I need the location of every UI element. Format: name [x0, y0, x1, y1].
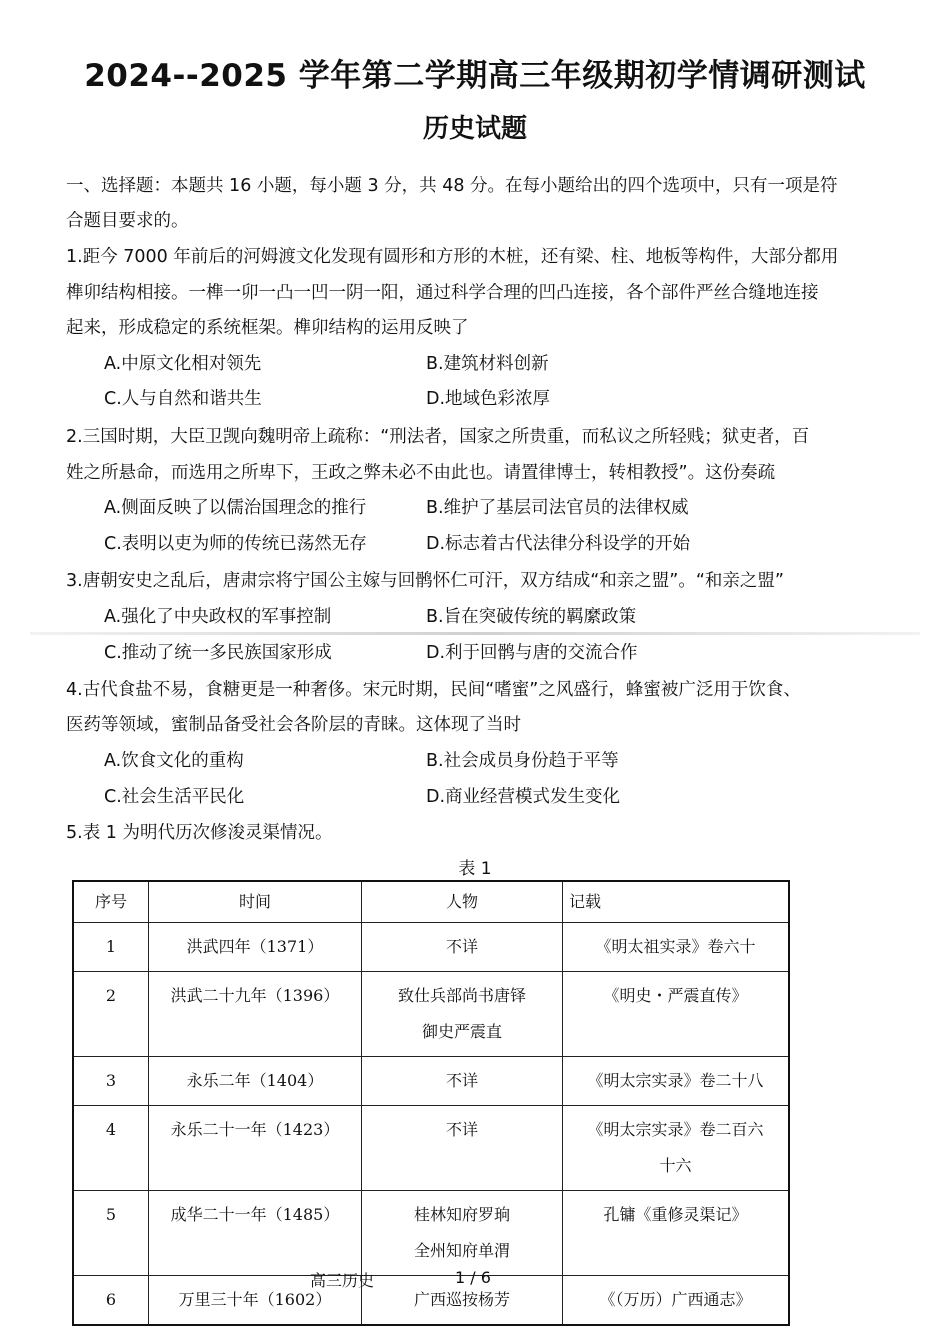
question-2-option-a: A.侧面反映了以儒治国理念的推行	[104, 498, 367, 518]
table-cell: 永乐二十一年（1423）	[149, 1106, 362, 1191]
table-cell: 致仕兵部尚书唐铎 御史严震直	[362, 972, 563, 1057]
question-1-text: 1.距今 7000 年前后的河姆渡文化发现有圆形和方形的木桩，还有梁、柱、地板等构件，大部分都用	[66, 247, 839, 267]
table-row	[73, 1106, 789, 1191]
table-row	[73, 1057, 789, 1106]
table-cell: 孔镛《重修灵渠记》	[563, 1191, 790, 1276]
question-4-option-b: B.社会成员身份趋于平等	[426, 751, 619, 771]
question-1-option-b: B.建筑材料创新	[426, 354, 549, 374]
question-4-option-d: D.商业经营模式发生变化	[426, 787, 621, 807]
question-3-text: 3.唐朝安史之乱后，唐肃宗将宁国公主嫁与回鹘怀仁可汗，双方结成“和亲之盟”。“和亲之盟”	[66, 571, 784, 591]
question-2-text: 2.三国时期，大臣卫觊向魏明帝上疏称：“刑法者，国家之所贵重，而私议之所轻贱；狱吏者，百	[66, 427, 810, 447]
history-table	[72, 880, 790, 1326]
question-4-option-a: A.饮食文化的重构	[104, 751, 244, 771]
table-cell: 《明太宗实录》卷二十八	[563, 1057, 790, 1106]
table-cell: 2	[73, 972, 149, 1057]
table-cell: 万里三十年（1602）	[149, 1276, 362, 1326]
footer-page-number: 1 / 6	[455, 1268, 491, 1287]
table-header-cell: 时间	[149, 881, 362, 923]
table-cell: 桂林知府罗珦 全州知府单渭	[362, 1191, 563, 1276]
question-3-option-a: A.强化了中央政权的军事控制	[104, 607, 332, 627]
table-cell: 《（万历）广西通志》	[563, 1276, 790, 1326]
table-cell: 洪武二十九年（1396）	[149, 972, 362, 1057]
table-header-cell: 人物	[362, 881, 563, 923]
table-cell: 不详	[362, 1106, 563, 1191]
table-cell: 3	[73, 1057, 149, 1106]
question-2-option-b: B.维护了基层司法官员的法律权威	[426, 498, 689, 518]
table-cell: 广西巡按杨芳	[362, 1276, 563, 1326]
question-5-text: 5.表 1 为明代历次修浚灵渠情况。	[66, 823, 333, 843]
instructions-line: 一、选择题：本题共 16 小题，每小题 3 分，共 48 分。在每小题给出的四个选项中，只有一项是符	[66, 176, 838, 196]
table-row	[73, 923, 789, 972]
question-3-option-b: B.旨在突破传统的羁縻政策	[426, 607, 637, 627]
question-2-option-c: C.表明以吏为师的传统已荡然无存	[104, 534, 367, 554]
table-cell: 5	[73, 1191, 149, 1276]
table-cell: 洪武四年（1371）	[149, 923, 362, 972]
page-title: 2024--2025 学年第二学期高三年级期初学情调研测试	[84, 58, 866, 94]
question-4-option-c: C.社会生活平民化	[104, 787, 245, 807]
question-2-option-d: D.标志着古代法律分科设学的开始	[426, 534, 691, 554]
table-header-cell: 序号	[73, 881, 149, 923]
question-1-option-a: A.中原文化相对领先	[104, 354, 262, 374]
table-row	[73, 1191, 789, 1276]
page-subtitle: 历史试题	[422, 114, 527, 144]
table-header-row	[73, 881, 789, 923]
table-cell: 6	[73, 1276, 149, 1326]
question-4-text: 医药等领域，蜜制品备受社会各阶层的青睐。这体现了当时	[66, 715, 521, 735]
table-row	[73, 1276, 789, 1326]
question-4-text: 4.古代食盐不易，食糖更是一种奢侈。宋元时期，民间“嗜蜜”之风盛行，蜂蜜被广泛用于饮食、	[66, 680, 801, 700]
table-cell: 《明太宗实录》卷二百六 十六	[563, 1106, 790, 1191]
table-cell: 不详	[362, 923, 563, 972]
table-cell: 永乐二年（1404）	[149, 1057, 362, 1106]
question-1-option-c: C.人与自然和谐共生	[104, 389, 262, 409]
question-3-option-d: D.利于回鹘与唐的交流合作	[426, 643, 638, 663]
table-cell: 《明史・严震直传》	[563, 972, 790, 1057]
table-row	[73, 972, 789, 1057]
question-2-text: 姓之所悬命，而选用之所卑下，王政之弊未必不由此也。请置律博士，转相教授”。这份奏疏	[66, 463, 776, 483]
question-3-option-c: C.推动了统一多民族国家形成	[104, 643, 332, 663]
question-1-text: 榫卯结构相接。一榫一卯一凸一凹一阴一阳，通过科学合理的凹凸连接，各个部件严丝合缝地连接	[66, 283, 819, 303]
table-header-cell: 记载	[563, 881, 790, 923]
scan-artifact-line	[30, 632, 920, 635]
table-cell: 成华二十一年（1485）	[149, 1191, 362, 1276]
instructions-line: 合题目要求的。	[66, 211, 189, 231]
table-cell: 《明太祖实录》卷六十	[563, 923, 790, 972]
table-body	[73, 923, 789, 1326]
table-cell: 不详	[362, 1057, 563, 1106]
question-1-text: 起来，形成稳定的系统框架。榫卯结构的运用反映了	[66, 318, 469, 338]
table-caption: 表 1	[458, 859, 492, 879]
table-cell: 1	[73, 923, 149, 972]
footer-subject: 高三历史	[310, 1271, 375, 1290]
question-1-option-d: D.地域色彩浓厚	[426, 389, 551, 409]
table-cell: 4	[73, 1106, 149, 1191]
